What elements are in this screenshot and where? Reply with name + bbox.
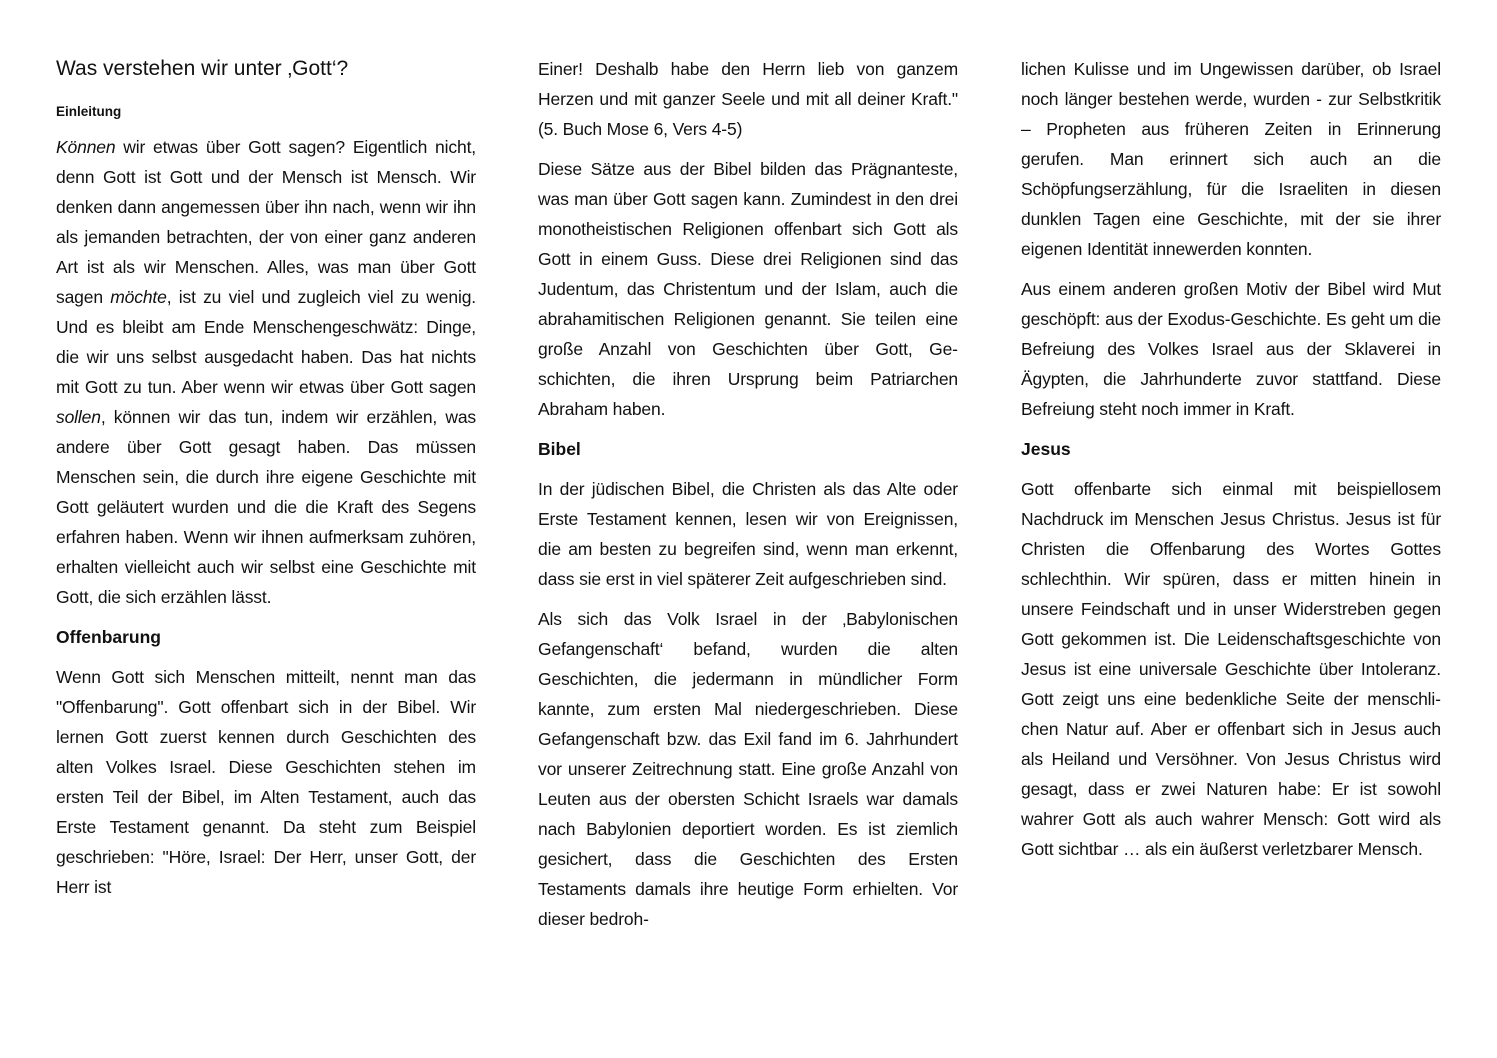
column-middle	[538, 54, 958, 944]
intro-emphasis-moechte: möchte	[110, 287, 167, 307]
section-heading-offenbarung: Offenbarung	[56, 627, 161, 647]
section-heading-einleitung: Einleitung	[56, 104, 122, 119]
offenbarung-paragraph: Wenn Gott sich Menschen mitteilt, nennt man das "Offenbarung". Gott offenbart sich in der Bibel. Wir lernen Gott zuerst kennen durch Geschichten des alten Volkes Israel. Diese Geschichten stehen im ersten Teil der Bibel, im Alten Testament, auch das Erste Testament genannt. Da steht zum Beispiel geschrieben: "Höre, Israel: Der Herr, unser Gott, der Herr ist	[56, 667, 476, 897]
bibel-paragraph: In der jüdischen Bibel, die Christen als das Alte oder Erste Testament kennen, lesen wir von Ereignissen, die am besten zu begreifen sind, wenn man erkennt, dass sie erst in viel späterer Zeit aufgeschrieben sind.	[538, 479, 958, 589]
monotheism-paragraph: Diese Sätze aus der Bibel bilden das Prägnanteste, was man über Gott sagen kann. Zumindest in den drei monotheistischen Religionen offenbart sich Gott als Gott in einem Guss. Diese drei Religionen sind das Judentum, das Christentum und der Islam, auch die abrahamitischen Religionen genannt. Sie teilen eine große Anzahl von Geschichten über Gott, Geschichten, die ihren Ursprung beim Patriarchen Abraham haben.	[538, 159, 958, 419]
intro-text-1: wir etwas über Gott sagen? Eigentlich nicht, denn Gott ist Gott und der Mensch ist Mensch. Wir denken dann angemessen über ihn nach, wenn wir ihn als jemanden betrachten, der von einer ganz anderen Art ist als wir Menschen. Alles, was man über Gott sagen	[56, 137, 476, 307]
jesus-paragraph: Gott offenbarte sich einmal mit beispiellosem Nachdruck im Menschen Jesus Christus. Jesus ist für Christen die Offenbarung des Wortes Gottes schlechthin. Wir spüren, dass er mitten hinein in unsere Feindschaft und in unser Widerstreben gegen Gott gekommen ist. Die Leidenschaftsgeschichte von Jesus ist eine universale Geschichte über Intoleranz. Gott zeigt uns eine bedenkliche Seite der menschlichen Natur auf. Aber er offenbart sich in Jesus auch als Heiland und Versöhner. Von Jesus Christus wird gesagt, dass er zwei Naturen habe: Er ist sowohl wahrer Gott als auch wahrer Mensch: Gott wird als Gott sichtbar … als ein äußerst verletzbarer Mensch.	[1021, 479, 1441, 859]
column-left	[56, 54, 476, 912]
section-heading-jesus: Jesus	[1021, 439, 1071, 459]
babylon-continuation: lichen Kulisse und im Ungewissen darüber, ob Israel noch länger bestehen werde, wurden - zur Selbstkritik – Propheten aus früheren Zeiten in Erinnerung gerufen. Man erinnert sich auch an die Schöpfungserzählung, für die Israeliten in diesen dunklen Tagen eine Geschichte, mit der sie ihrer eigenen Identität innewerden konnten.	[1021, 59, 1441, 259]
intro-emphasis-koennen: Können	[56, 137, 116, 157]
bible-quote-continuation: Einer! Deshalb habe den Herrn lieb von ganzem Herzen und mit ganzer Seele und mit all deiner Kraft." (5. Buch Mose 6, Vers 4-5)	[538, 59, 958, 139]
section-heading-bibel: Bibel	[538, 439, 581, 459]
page-title: Was verstehen wir unter ‚Gott‘?	[56, 57, 349, 80]
exodus-paragraph: Aus einem anderen großen Motiv der Bibel wird Mut geschöpft: aus der Exodus-Geschichte. Es geht um die Befreiung des Volkes Israel aus der Sklaverei in Ägypten, die Jahrhunderte zuvor stattfand. Diese Befreiung steht noch immer in Kraft.	[1021, 279, 1441, 419]
intro-text-2: , ist zu viel und zugleich viel zu wenig. Und es bleibt am Ende Menschengeschwätz: Dinge, die wir uns selbst ausgedacht haben. Das hat nichts mit Gott zu tun. Aber wenn wir etwas über Gott sagen	[56, 287, 476, 397]
intro-text-3: , können wir das tun, indem wir erzählen, was andere über Gott gesagt haben. Das müssen Menschen sein, die durch ihre eigene Geschichte mit Gott geläutert wurden und die die Kraft des Segens erfahren haben. Wenn wir ihnen aufmerksam zuhören, erhalten vielleicht auch wir selbst eine Geschichte mit Gott, die sich erzählen lässt.	[56, 407, 476, 607]
babylon-paragraph: Als sich das Volk Israel in der ‚Babylonischen Gefangenschaft‘ befand, wurden die alten Geschichten, die jedermann in mündlicher Form kannte, zum ersten Mal niedergeschrieben. Diese Gefangenschaft bzw. das Exil fand im 6. Jahrhundert vor unserer Zeitrechnung statt. Eine große Anzahl von Leuten aus der obersten Schicht Israels war damals nach Babylonien deportiert worden. Es ist ziemlich gesichert, dass die Geschichten des Ersten Testaments damals ihre heutige Form erhielten. Vor dieser bedroh-	[538, 609, 958, 929]
intro-emphasis-sollen: sollen	[56, 407, 101, 427]
column-right	[1021, 54, 1441, 874]
intro-paragraph	[56, 132, 476, 612]
